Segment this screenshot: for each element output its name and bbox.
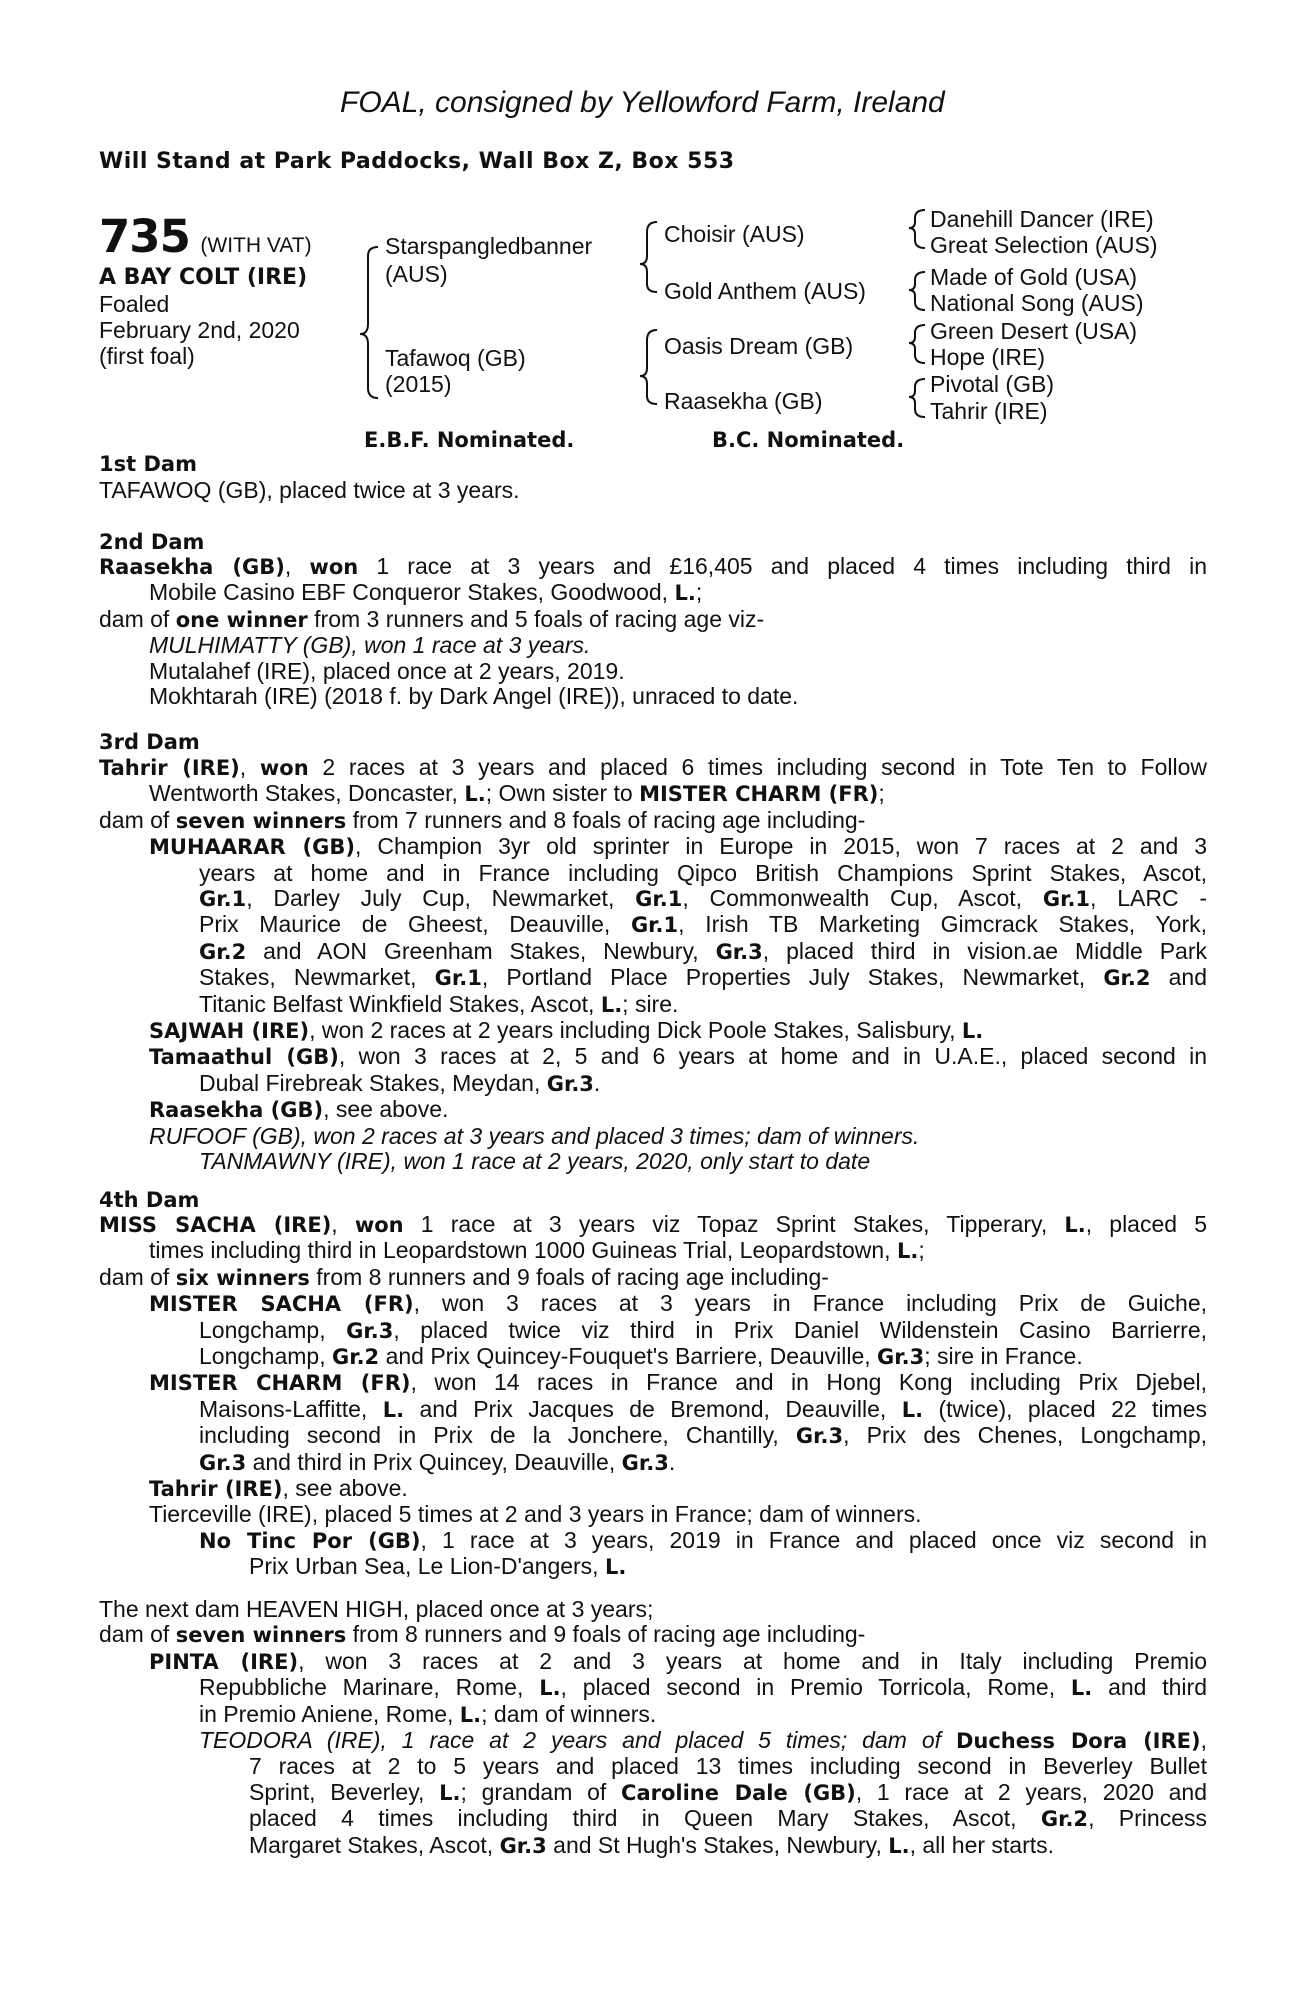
- nextdam-line: The next dam HEAVEN HIGH, placed once at 3 years;: [99, 1596, 654, 1622]
- text: , Darley July Cup, Newmarket,: [246, 885, 636, 912]
- foal-note: (first foal): [99, 343, 195, 369]
- text: Prix Maurice de Gheest, Deauville,: [199, 911, 631, 938]
- text: placed 4 times including third in Queen Mary Stakes, Ascot,: [249, 1805, 1041, 1832]
- text: times including third in Leopardstown 1000 Guineas Trial, Leopardstown,: [149, 1237, 897, 1264]
- text: 1 race at 3 years and £16,405 and placed 4 times including third in: [358, 553, 1207, 579]
- sire-origin: (AUS): [385, 261, 448, 287]
- text: dam of: [99, 806, 176, 833]
- dam4-heading: 4th Dam: [99, 1188, 200, 1212]
- dam2-line: [99, 554, 1207, 580]
- text: in Premio Aniene, Rome,: [199, 1700, 460, 1727]
- text: Sprint, Beverley,: [249, 1778, 440, 1805]
- dam2-line: [99, 580, 1207, 606]
- foaled-date: February 2nd, 2020: [99, 317, 300, 343]
- sire-sire: Choisir (AUS): [664, 221, 805, 247]
- grade-label: Gr.1: [199, 887, 247, 912]
- dam3-line: [99, 1071, 1207, 1097]
- text: , placed twice viz third in Prix Daniel Wildenstein Casino Barrierre,: [393, 1316, 1208, 1343]
- dam3-line: [99, 886, 1207, 912]
- dam1-text: TAFAWOQ (GB), placed twice at 3 years.: [99, 477, 520, 503]
- text: Dubal Firebreak Stakes, Meydan,: [199, 1069, 547, 1096]
- dam4-line: [99, 1397, 1207, 1423]
- nextdam-line: [99, 1622, 1207, 1648]
- text: , won 3 races at 2 and 3 years at home and in Italy including Premio: [298, 1647, 1208, 1674]
- dam2-line: [99, 607, 1207, 633]
- text: and Prix Quincey-Fouquet's Barriere, Deauville,: [379, 1343, 878, 1370]
- listed-label: L.: [600, 992, 623, 1017]
- text: Titanic Belfast Winkfield Stakes, Ascot,: [199, 990, 601, 1017]
- text: , Portland Place Properties July Stakes, Newmarket,: [481, 964, 1104, 991]
- text: Repubbliche Marinare, Rome,: [199, 1674, 540, 1701]
- sire-dam: Gold Anthem (AUS): [664, 278, 866, 304]
- winners-count: seven winners: [175, 1623, 347, 1648]
- grade-label: Gr.3: [499, 1833, 547, 1858]
- text: Maisons-Laffitte,: [199, 1395, 383, 1422]
- text: ; dam of winners.: [481, 1700, 657, 1727]
- grade-label: Gr.1: [635, 887, 683, 912]
- text: and: [1150, 964, 1207, 991]
- text: ,: [1200, 1727, 1207, 1754]
- horse-name: MUHAARAR (GB): [149, 835, 355, 860]
- horse-name: MISTER CHARM (FR): [149, 1371, 411, 1396]
- dam3-line: [99, 939, 1207, 965]
- stand-location: Will Stand at Park Paddocks, Wall Box Z, Box 553: [99, 149, 735, 174]
- text: from 3 runners and 5 foals of racing age viz-: [307, 605, 765, 632]
- dam3-line: TANMAWNY (IRE), won 1 race at 2 years, 2020, only start to date: [199, 1148, 871, 1175]
- text: Longchamp,: [199, 1316, 347, 1343]
- horse-name: PINTA (IRE): [149, 1649, 299, 1674]
- dam3-line: [99, 1018, 1207, 1044]
- grade-label: Gr.3: [346, 1318, 394, 1343]
- text: from 7 runners and 8 foals of racing age including-: [346, 806, 866, 833]
- nextdam-line: [99, 1806, 1207, 1832]
- grade-label: Gr.2: [199, 939, 247, 964]
- horse-name: Duchess Dora (IRE): [955, 1729, 1201, 1754]
- text: Stakes, Newmarket,: [199, 964, 435, 991]
- dam2-heading: 2nd Dam: [99, 530, 205, 554]
- text: .: [593, 1069, 601, 1096]
- bc-nominated: B.C. Nominated.: [712, 428, 905, 452]
- horse-name: Raasekha (GB): [149, 1098, 324, 1123]
- listed-label: L.: [901, 1397, 924, 1422]
- nextdam-line: [99, 1833, 1207, 1859]
- nextdam-line: [99, 1702, 1207, 1728]
- text: , see above.: [323, 1096, 449, 1123]
- text: 2 races at 3 years and placed 6 times including second in Tote Ten to Follow: [308, 754, 1207, 780]
- dam3-line: [99, 965, 1207, 991]
- text: , Prix des Chenes, Longchamp,: [843, 1422, 1207, 1449]
- text: and third in Prix Quincey, Deauville,: [246, 1448, 622, 1475]
- text: (twice), placed 22 times: [923, 1395, 1208, 1422]
- dam3-line: RUFOOF (GB), won 2 races at 3 years and placed 3 times; dam of winners.: [149, 1122, 920, 1149]
- text: ; sire.: [622, 990, 679, 1017]
- listed-label: L.: [674, 581, 696, 606]
- dam4-line: [99, 1370, 1207, 1396]
- vat-label: (WITH VAT): [200, 234, 312, 257]
- dam4-line: [99, 1265, 1207, 1291]
- text: ;: [695, 579, 703, 606]
- sire-dam-sire: Made of Gold (USA): [930, 264, 1138, 290]
- text: , 1 race at 2 years, 2020 and: [855, 1778, 1207, 1805]
- grade-label: Gr.1: [630, 913, 679, 938]
- dam-sire-dam: Hope (IRE): [930, 344, 1046, 370]
- dam1-heading: 1st Dam: [99, 452, 197, 476]
- dam4-line: [99, 1318, 1207, 1344]
- dam3-heading: 3rd Dam: [99, 730, 200, 754]
- text: , all her starts.: [909, 1831, 1055, 1858]
- listed-label: L.: [961, 1019, 984, 1044]
- text: ,: [239, 754, 260, 780]
- horse-name: Raasekha (GB): [99, 555, 285, 579]
- grade-label: Gr.3: [621, 1450, 669, 1475]
- sire-name: Starspangledbanner: [385, 233, 593, 259]
- text: , 1 race at 3 years, 2019 in France and placed once viz second in: [420, 1526, 1207, 1553]
- listed-label: L.: [888, 1833, 910, 1858]
- dam3-line: [99, 992, 1207, 1018]
- dam2-line: Mutalahef (IRE), placed once at 2 years, 2019.: [149, 657, 625, 684]
- horse-name: No Tinc Por (GB): [199, 1528, 421, 1553]
- listed-label: L.: [382, 1397, 405, 1422]
- grade-label: Gr.2: [331, 1345, 380, 1370]
- ebf-nominated: E.B.F. Nominated.: [364, 428, 575, 452]
- nextdam-line: [99, 1675, 1207, 1701]
- listed-label: L.: [896, 1239, 919, 1264]
- text: ,: [331, 1211, 355, 1237]
- dam4-line: [99, 1238, 1207, 1264]
- dam4-line: [99, 1476, 1207, 1502]
- text: from 8 runners and 9 foals of racing age including-: [309, 1263, 829, 1290]
- text: and third: [1092, 1674, 1207, 1701]
- grade-label: Gr.2: [1103, 966, 1151, 991]
- text: including second in Prix de la Jonchere, Chantilly,: [199, 1422, 796, 1449]
- consignor-line: FOAL, consigned by Yellowford Farm, Ireland: [340, 86, 945, 119]
- nextdam-line: [99, 1780, 1207, 1806]
- sire-sire-dam: Great Selection (AUS): [930, 232, 1158, 258]
- horse-name: MISTER CHARM (FR): [639, 782, 879, 807]
- nextdam-line: [99, 1728, 1207, 1754]
- dam3-line: [99, 781, 1207, 807]
- text: Mobile Casino EBF Conqueror Stakes, Goodwood,: [149, 579, 675, 606]
- horse-name: SAJWAH (IRE): [149, 1019, 310, 1044]
- dam-sire-sire: Green Desert (USA): [930, 318, 1138, 344]
- text: Wentworth Stakes, Doncaster,: [149, 780, 465, 807]
- text: , won 14 races in France and in Hong Kong including Prix Djebel,: [410, 1369, 1207, 1396]
- text: Prix Urban Sea, Le Lion-D'angers,: [249, 1553, 605, 1580]
- dam3-line: [99, 808, 1207, 834]
- dam2-paragraph: [99, 554, 1207, 709]
- listed-label: L.: [1070, 1676, 1093, 1701]
- nextdam-paragraph: [99, 1597, 1207, 1859]
- text: , placed second in Premio Torricola, Rome,: [560, 1674, 1071, 1701]
- listed-label: L.: [539, 1676, 561, 1701]
- text: ,: [284, 553, 310, 579]
- grade-label: Gr.3: [199, 1450, 247, 1475]
- grade-label: Gr.3: [877, 1345, 925, 1370]
- text: , Commonwealth Cup, Ascot,: [682, 885, 1043, 912]
- dam-dam: Raasekha (GB): [664, 388, 823, 414]
- dam2-line: MULHIMATTY (GB), won 1 race at 3 years.: [149, 632, 591, 659]
- text: and Prix Jacques de Bremond, Deauville,: [404, 1395, 902, 1422]
- grade-label: Gr.2: [1040, 1807, 1089, 1832]
- listed-label: L.: [1064, 1213, 1086, 1237]
- text: ;: [918, 1237, 925, 1264]
- horse-name: Tahrir (IRE): [99, 756, 240, 780]
- dam4-line: [99, 1528, 1207, 1554]
- dam-year: (2015): [385, 371, 452, 397]
- listed-label: L.: [439, 1780, 461, 1805]
- dam-name: Tafawoq (GB): [385, 345, 526, 371]
- text: TEODORA (IRE), 1 race at 2 years and placed 5 times; dam of: [199, 1727, 956, 1754]
- dam4-line: Tierceville (IRE), placed 5 times at 2 and 3 years in France; dam of winners.: [149, 1501, 922, 1528]
- text: ; Own sister to: [485, 780, 640, 807]
- dam3-line: years at home and in France including Qipco British Champions Sprint Stakes, Ascot,: [199, 859, 1207, 886]
- winners-count: one winner: [175, 607, 308, 632]
- text: from 8 runners and 9 foals of racing age including-: [346, 1621, 866, 1648]
- nextdam-line: [99, 1649, 1207, 1675]
- listed-label: L.: [459, 1702, 482, 1727]
- text: ;: [878, 780, 885, 807]
- dam4-line: [99, 1554, 1207, 1580]
- winners-count: six winners: [175, 1265, 310, 1290]
- text: , Champion 3yr old sprinter in Europe in 2015, won 7 races at 2 and 3: [354, 833, 1208, 860]
- grade-label: Gr.1: [434, 966, 482, 991]
- text: , Princess: [1088, 1805, 1207, 1832]
- dam3-line: [99, 912, 1207, 938]
- dam4-line: [99, 1450, 1207, 1476]
- foaled-label: Foaled: [99, 291, 170, 317]
- text: , won 3 races at 3 years in France including Prix de Guiche,: [413, 1290, 1208, 1317]
- dam4-line: [99, 1423, 1207, 1449]
- dam3-line: [99, 1044, 1207, 1070]
- grade-label: Gr.3: [795, 1424, 844, 1449]
- dam3-line: [99, 755, 1207, 781]
- dam2-line: Mokhtarah (IRE) (2018 f. by Dark Angel (IRE)), unraced to date.: [149, 683, 799, 710]
- text: dam of: [99, 605, 176, 632]
- text: , placed 5: [1085, 1211, 1207, 1237]
- text: dam of: [99, 1263, 176, 1290]
- horse-name: Caroline Dale (GB): [621, 1780, 856, 1805]
- text: dam of: [99, 1621, 176, 1648]
- horse-name: MISTER SACHA (FR): [149, 1292, 414, 1317]
- text: and St Hugh's Stakes, Newbury,: [546, 1831, 889, 1858]
- lot-number: 735: [99, 210, 190, 263]
- nextdam-line: 7 races at 2 to 5 years and placed 13 times including second in Beverley Bullet: [249, 1753, 1207, 1780]
- text: , won 2 races at 2 years including Dick Poole Stakes, Salisbury,: [309, 1017, 962, 1044]
- listed-label: L.: [604, 1555, 627, 1580]
- won-label: won: [309, 555, 359, 579]
- dam3-paragraph: [99, 755, 1207, 1175]
- text: , see above.: [282, 1475, 408, 1502]
- text: , LARC -: [1090, 885, 1208, 912]
- dam4-paragraph: [99, 1212, 1207, 1581]
- grade-label: Gr.3: [715, 939, 763, 964]
- winners-count: seven winners: [175, 808, 347, 833]
- lot-name: A BAY COLT (IRE): [99, 265, 308, 290]
- horse-name: Tahrir (IRE): [149, 1477, 283, 1502]
- horse-name: MISS SACHA (IRE): [99, 1213, 332, 1237]
- sire-dam-dam: National Song (AUS): [930, 290, 1144, 316]
- text: , Irish TB Marketing Gimcrack Stakes, York,: [678, 911, 1207, 938]
- text: , won 3 races at 2, 5 and 6 years at home and in U.A.E., placed second in: [338, 1043, 1207, 1070]
- dam3-line: [99, 834, 1207, 860]
- text: ; grandam of: [460, 1778, 622, 1805]
- sire-sire-sire: Danehill Dancer (IRE): [930, 206, 1154, 232]
- listed-label: L.: [464, 782, 486, 807]
- dam4-line: [99, 1212, 1207, 1238]
- dam-dam-dam: Tahrir (IRE): [930, 398, 1048, 424]
- won-label: won: [354, 1213, 404, 1237]
- text: 1 race at 3 years viz Topaz Sprint Stakes, Tipperary,: [403, 1211, 1065, 1237]
- text: Margaret Stakes, Ascot,: [249, 1831, 500, 1858]
- dam4-line: [99, 1344, 1207, 1370]
- text: ; sire in France.: [924, 1343, 1083, 1370]
- dam-dam-sire: Pivotal (GB): [930, 371, 1054, 397]
- text: and AON Greenham Stakes, Newbury,: [246, 937, 716, 964]
- grade-label: Gr.1: [1042, 887, 1091, 912]
- text: .: [668, 1448, 676, 1475]
- dam3-line: [99, 1097, 1207, 1123]
- won-label: won: [259, 756, 309, 780]
- horse-name: Tamaathul (GB): [149, 1045, 339, 1070]
- text: , placed third in vision.ae Middle Park: [762, 937, 1207, 964]
- grade-label: Gr.3: [546, 1071, 594, 1096]
- dam4-line: [99, 1291, 1207, 1317]
- dam-sire: Oasis Dream (GB): [664, 333, 854, 359]
- text: Longchamp,: [199, 1343, 332, 1370]
